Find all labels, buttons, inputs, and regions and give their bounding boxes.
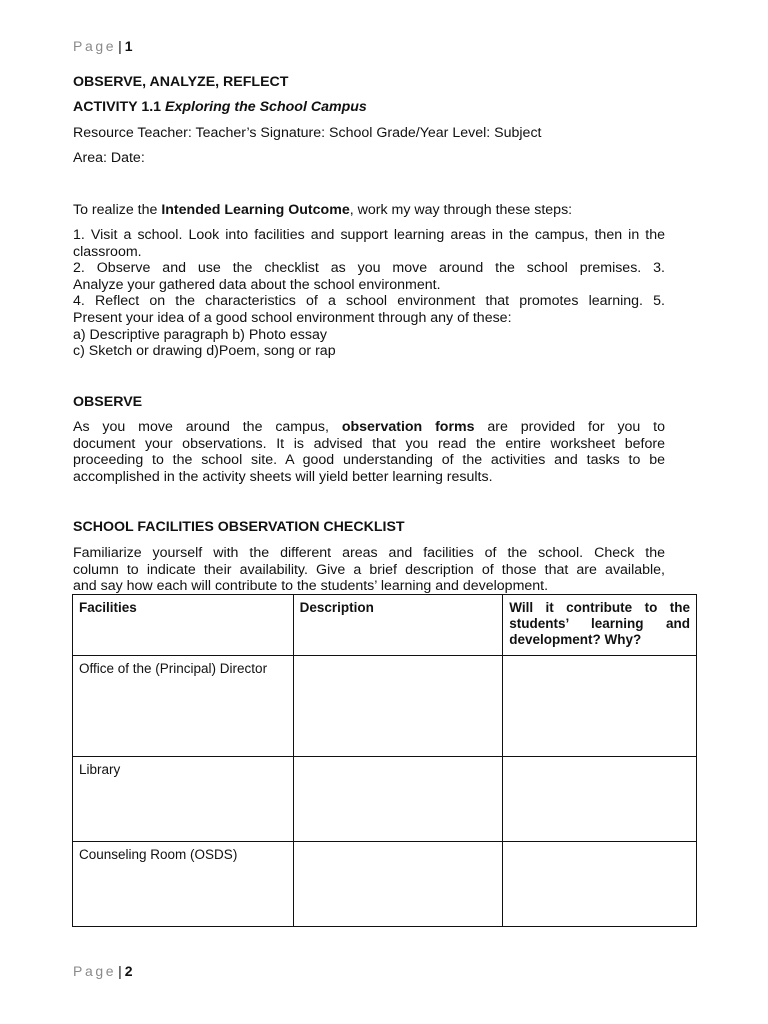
- instruction-line: column to indicate their availability. Give a brief description of those that are available,: [73, 561, 665, 578]
- observe-heading: OBSERVE: [73, 394, 143, 410]
- step-line: 2. Observe and use the checklist as you move around the school premises. 3.: [73, 260, 665, 277]
- page-number-header: Page | 1: [73, 38, 133, 54]
- observe-line: document your observations. It is advised that you read the entire worksheet before: [73, 435, 665, 452]
- observe-line: proceeding to the school site. A good understanding of the activities and tasks to be: [73, 452, 665, 469]
- step-line: a) Descriptive paragraph b) Photo essay: [73, 326, 327, 343]
- column-header-facilities: Facilities: [73, 595, 294, 656]
- page-number-value: 2: [124, 963, 133, 979]
- instruction-line: and say how each will contribute to the students’ learning and development.: [73, 578, 549, 595]
- facilities-checklist-table: [72, 594, 697, 927]
- activity-name: Exploring the School Campus: [165, 99, 367, 115]
- page-word: Page: [73, 963, 117, 979]
- section-heading: OBSERVE, ANALYZE, REFLECT: [73, 74, 289, 90]
- activity-label: ACTIVITY 1.1: [73, 99, 162, 115]
- description-cell[interactable]: [293, 842, 503, 927]
- intro-text: To realize the Intended Learning Outcome, work my way through these steps:: [73, 202, 573, 218]
- column-header-contribution: Will it contribute to the students’ learning and development? Why?: [503, 595, 697, 656]
- facility-cell: Counseling Room (OSDS): [73, 842, 294, 927]
- checklist-heading: SCHOOL FACILITIES OBSERVATION CHECKLIST: [73, 519, 405, 535]
- activity-title: [73, 99, 665, 116]
- description-cell[interactable]: [293, 656, 503, 757]
- area-line: Area: Date:: [73, 150, 145, 166]
- observe-paragraph: [73, 419, 665, 485]
- page-word: Page: [73, 38, 117, 54]
- contribution-cell[interactable]: [503, 656, 697, 757]
- step-line: Present your idea of a good school environment through any of these:: [73, 309, 512, 326]
- description-cell[interactable]: [293, 757, 503, 842]
- page-number-footer: Page | 2: [73, 963, 133, 979]
- observe-line: accomplished in the activity sheets will yield better learning results.: [73, 468, 493, 485]
- step-line: c) Sketch or drawing d)Poem, song or rap: [73, 343, 336, 360]
- column-header-description: Description: [293, 595, 503, 656]
- resource-line: Resource Teacher: Teacher’s Signature: School Grade/Year Level: Subject: [73, 125, 542, 141]
- instruction-line: Familiarize yourself with the different areas and facilities of the school. Check the: [73, 545, 665, 561]
- contribution-cell[interactable]: [503, 757, 697, 842]
- step-line: 4. Reflect on the characteristics of a school environment that promotes learning. 5.: [73, 293, 665, 310]
- contribution-cell[interactable]: [503, 842, 697, 927]
- facility-cell: Office of the (Principal) Director: [73, 656, 294, 757]
- table-header-row: [73, 595, 697, 656]
- steps-list: [73, 227, 665, 360]
- step-line: Analyze your gathered data about the school environment.: [73, 276, 441, 293]
- intro-bold: Intended Learning Outcome: [161, 202, 350, 218]
- table-row: [73, 842, 697, 927]
- observe-line: As you move around the campus, observation forms are provided for you to: [73, 419, 666, 435]
- table-row: [73, 656, 697, 757]
- checklist-instructions: [73, 545, 665, 595]
- page-number-value: 1: [124, 38, 133, 54]
- facility-cell: Library: [73, 757, 294, 842]
- step-line: classroom.: [73, 243, 142, 260]
- table-row: [73, 757, 697, 842]
- step-line: 1. Visit a school. Look into facilities and support learning areas in the campus, then in the: [73, 227, 665, 243]
